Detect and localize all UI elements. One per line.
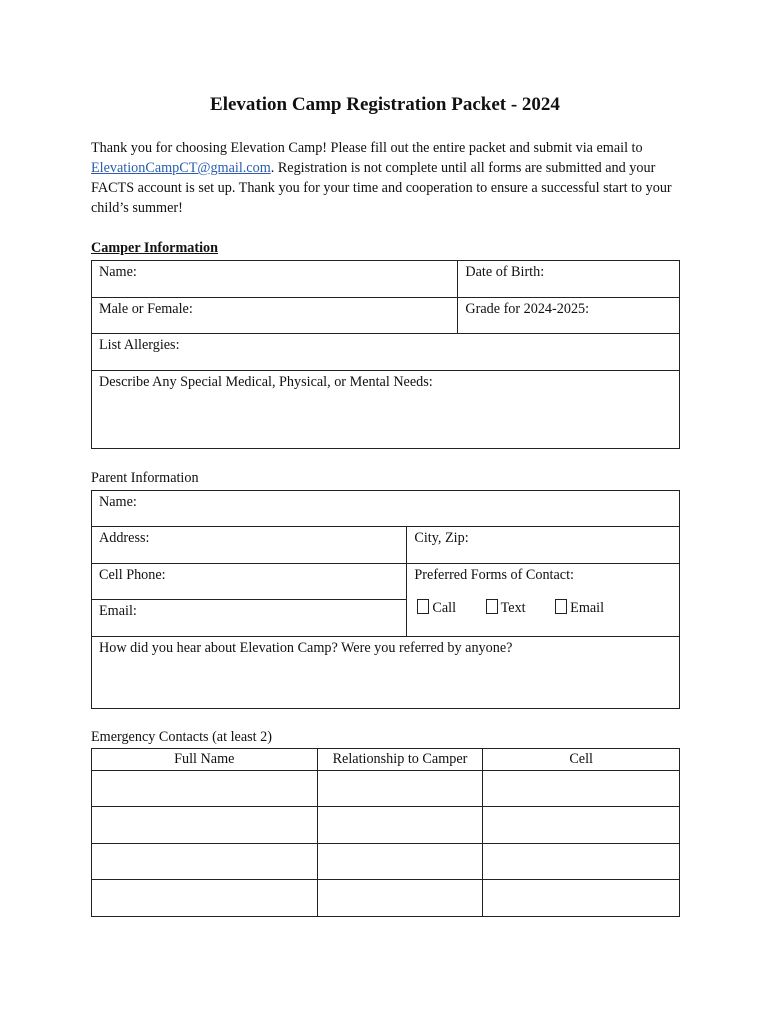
intro-text-1: Thank you for choosing Elevation Camp! Please fill out the entire packet and submit via email to: [91, 140, 643, 156]
camper-grade-field[interactable]: [458, 298, 680, 334]
camper-allergies-label: List Allergies:: [99, 337, 180, 353]
table-row: [92, 807, 680, 844]
contact-cell-phone-cell[interactable]: [483, 880, 680, 917]
email-checkbox[interactable]: [555, 599, 567, 614]
text-label: Text: [500, 600, 526, 616]
contact-name-cell[interactable]: [92, 844, 318, 880]
camper-dob-label: Date of Birth:: [465, 264, 545, 280]
contact-name-cell[interactable]: [92, 771, 318, 807]
intro-text-2: . Registration is not complete until all forms are submitted and your FACTS account is set up. Thank you for your time and cooperation to ensure a successful start to your child’s summer!: [91, 160, 672, 216]
camper-gender-field[interactable]: [92, 298, 458, 334]
camper-section-heading: Camper Information: [91, 240, 219, 256]
email-option-label: Email: [570, 600, 605, 616]
camper-allergies-field[interactable]: [92, 334, 680, 371]
parent-address-label: Address:: [99, 530, 150, 546]
intro-paragraph: [91, 138, 691, 218]
contact-name-cell[interactable]: [92, 880, 318, 917]
emergency-section-heading: Emergency Contacts (at least 2): [91, 729, 272, 745]
camper-info-table: [91, 260, 680, 449]
contact-cell-phone-cell[interactable]: [483, 807, 680, 844]
camper-name-label: Name:: [99, 264, 137, 280]
call-checkbox[interactable]: [417, 599, 429, 614]
camper-gender-label: Male or Female:: [99, 301, 193, 317]
contact-option-call[interactable]: [417, 600, 456, 616]
col-header-full-name: Full Name: [92, 749, 318, 771]
preferred-contact-cell: [407, 564, 680, 637]
parent-email-field[interactable]: [92, 600, 407, 637]
contact-name-cell[interactable]: [92, 807, 318, 844]
parent-city-zip-field[interactable]: [407, 527, 680, 564]
contact-cell-phone-cell[interactable]: [483, 844, 680, 880]
parent-name-label: Name:: [99, 494, 137, 510]
parent-name-field[interactable]: [92, 491, 680, 527]
contact-options: [414, 599, 672, 617]
contact-option-text[interactable]: [486, 600, 526, 616]
parent-info-table: [91, 490, 680, 709]
parent-city-zip-label: City, Zip:: [414, 530, 469, 546]
parent-address-field[interactable]: [92, 527, 407, 564]
camper-dob-field[interactable]: [458, 261, 680, 298]
parent-section-heading: Parent Information: [91, 470, 199, 486]
col-header-cell: Cell: [483, 749, 680, 771]
call-label: Call: [432, 600, 457, 616]
page-title: Elevation Camp Registration Packet - 2024: [210, 94, 560, 115]
referral-field[interactable]: [92, 637, 680, 709]
contact-option-email[interactable]: [555, 600, 604, 616]
text-checkbox[interactable]: [486, 599, 498, 614]
contact-cell-phone-cell[interactable]: [483, 771, 680, 807]
referral-label: How did you hear about Elevation Camp? Were you referred by anyone?: [99, 640, 513, 656]
emergency-contacts-table: [91, 748, 680, 917]
camper-name-field[interactable]: [92, 261, 458, 298]
contact-relationship-cell[interactable]: [317, 771, 483, 807]
contact-relationship-cell[interactable]: [317, 844, 483, 880]
col-header-relationship: Relationship to Camper: [317, 749, 483, 771]
contact-relationship-cell[interactable]: [317, 807, 483, 844]
contact-relationship-cell[interactable]: [317, 880, 483, 917]
camper-needs-label: Describe Any Special Medical, Physical, or Mental Needs:: [99, 374, 433, 390]
parent-email-label: Email:: [99, 603, 137, 619]
email-link[interactable]: ElevationCampCT@gmail.com: [91, 160, 271, 176]
table-row: [92, 844, 680, 880]
table-row: [92, 880, 680, 917]
table-row: [92, 771, 680, 807]
camper-needs-field[interactable]: [92, 371, 680, 449]
camper-grade-label: Grade for 2024-2025:: [465, 301, 590, 317]
preferred-contact-label: Preferred Forms of Contact:: [414, 567, 574, 583]
parent-cell-label: Cell Phone:: [99, 567, 166, 583]
parent-cell-field[interactable]: [92, 564, 407, 600]
